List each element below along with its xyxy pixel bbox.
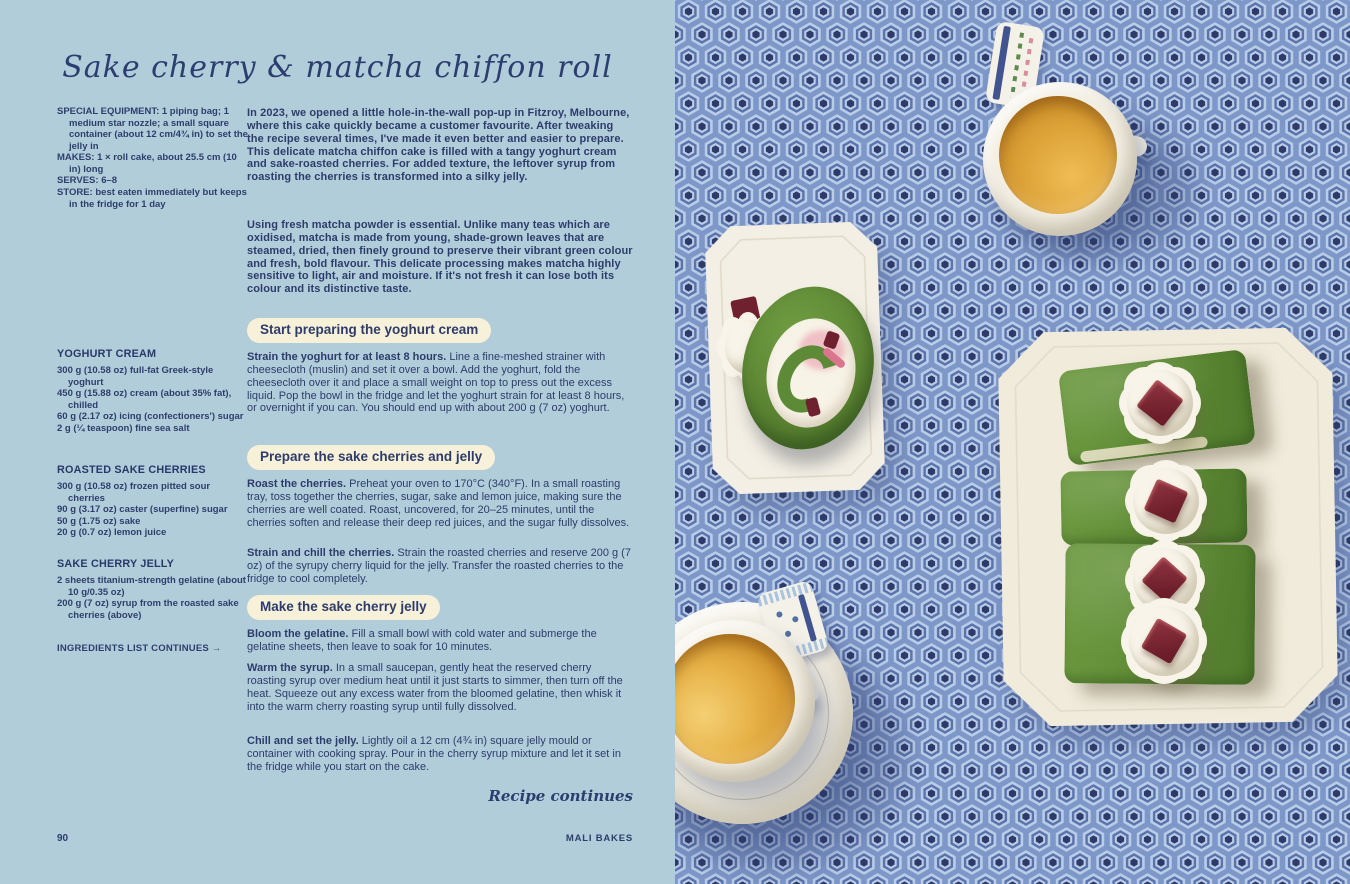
ingredient: 450 g (15.88 oz) cream (about 35% fat), chilled <box>57 388 232 411</box>
cream-dollop-4 <box>1129 606 1199 676</box>
method-step: Chill and set the jelly. Lightly oil a 12 cm (4¾ in) square jelly mould or container with cooking spray. Pour in the cherry syrup mixture and let it set in the fridge while you start on the cake. <box>247 735 621 773</box>
food-photo <box>675 0 1350 884</box>
ingredient-group-heading: YOGHURT CREAM <box>57 348 157 360</box>
step-lead: Roast the cherries. <box>247 478 347 490</box>
ingredient-group-heading: ROASTED SAKE CHERRIES <box>57 464 206 476</box>
cream-dollop-1 <box>1127 370 1193 436</box>
ingredient: 200 g (7 oz) syrup from the roasted sake cherries (above) <box>57 598 239 621</box>
meta-serves: SERVES: 6–8 <box>57 175 118 187</box>
section-heading-sake-cherries: Prepare the sake cherries and jelly <box>247 445 495 470</box>
ingredient: 300 g (10.58 oz) full-fat Greek-style yoghurt <box>57 365 214 388</box>
ingredient-group-yoghurt-cream <box>57 348 249 435</box>
intro-paragraph: Using fresh matcha powder is essential. Unlike many teas which are oxidised, matcha is made from young, shade-grown leaves that are steamed, dried, then finely ground to preserve their vibrant green colour and fresh, bold flavour. This delicate processing makes matcha highly sensitive to light, air and moisture. If it's not fresh it can lose both its colour and its distinctive taste. <box>247 219 633 296</box>
step-lead: Strain the yoghurt for at least 8 hours. <box>247 351 447 363</box>
jelly-cube-3 <box>1141 556 1188 603</box>
ingredient: 90 g (3.17 oz) caster (superfine) sugar <box>57 504 228 516</box>
meta-special-equipment: SPECIAL EQUIPMENT: 1 piping bag; 1 medium star nozzle; a small square container (about 12 cm/4¾ in) to set the jelly in <box>57 106 248 152</box>
ingredient: 2 sheets titanium-strength gelatine (about 10 g/0.35 oz) <box>57 575 246 598</box>
tea-top <box>999 96 1117 214</box>
jelly-cube-4 <box>1141 618 1187 664</box>
method-step: Strain and chill the cherries. Strain the roasted cherries and reserve 200 g (7 oz) of the syrupy cherry liquid for the jelly. Transfer the roasted cherries to the fridge to cool completely. <box>247 547 631 585</box>
step-lead: Strain and chill the cherries. <box>247 547 395 559</box>
ingredient: 2 g (¼ teaspoon) fine sea salt <box>57 423 190 435</box>
method-step: Bloom the gelatine. Fill a small bowl with cold water and submerge the gelatine sheets, then leave to soak for 10 minutes. <box>247 628 597 653</box>
tag-stripe <box>992 26 1010 100</box>
section-heading-yoghurt-cream: Start preparing the yoghurt cream <box>247 318 491 343</box>
intro-paragraph: In 2023, we opened a little hole-in-the-wall pop-up in Fitzroy, Melbourne, where this cake quickly became a customer favourite. After tweaking the recipe several times, I've made it even better and easier to prepare. This delicate matcha chiffon cake is filled with a tangy yoghurt cream and sake-roasted cherries. For added texture, the leftover syrup from roasting the cherries is transformed into a silky jelly. <box>247 107 630 184</box>
ingredient-group-sake-cherry-jelly <box>57 558 249 621</box>
jelly-cube-2 <box>1144 479 1189 524</box>
method-step: Warm the syrup. In a small saucepan, gently heat the reserved cherry roasting syrup over medium heat until it just starts to simmer, then turn off the heat. Squeeze out any excess water from the bloomed gelatine, then whisk it into the warm cherry roasting syrup until fully dissolved. <box>247 662 623 713</box>
ingredient: 300 g (10.58 oz) frozen pitted sour cherries <box>57 481 211 504</box>
step-lead: Warm the syrup. <box>247 662 333 674</box>
ingredient: 60 g (2.17 oz) icing (confectioners') sugar <box>57 411 244 423</box>
step-lead: Chill and set the jelly. <box>247 735 359 747</box>
tag-flower-dots <box>776 611 783 618</box>
recipe-meta <box>57 106 249 210</box>
section-heading-cherry-jelly: Make the sake cherry jelly <box>247 595 440 620</box>
meta-makes: MAKES: 1 × roll cake, about 25.5 cm (10 in) long <box>57 152 237 175</box>
step-lead: Bloom the gelatine. <box>247 628 349 640</box>
cream-dollop-3 <box>1133 548 1197 612</box>
method-step: Strain the yoghurt for at least 8 hours. Line a fine-meshed strainer with cheesecloth (muslin) and set it over a bowl. Add the yoghurt, fold the cheesecloth over it and place a small weight on top to press out the excess liquid. Pop the bowl in the fridge and let the yoghurt strain for at least 8 hours, or overnight if you can. You should end up with about 200 g (7 oz) yoghurt. <box>247 351 625 415</box>
ingredients-continue-note: INGREDIENTS LIST CONTINUES → <box>57 643 222 654</box>
ingredient-group-roasted-sake-cherries <box>57 464 249 539</box>
meta-store: STORE: best eaten immediately but keeps in the fridge for 1 day <box>57 187 247 210</box>
ingredient: 50 g (1.75 oz) sake <box>57 515 141 527</box>
cream-dollop-2 <box>1133 468 1199 534</box>
tag-stripe <box>798 594 817 642</box>
ingredient: 20 g (0.7 oz) lemon juice <box>57 527 167 539</box>
jelly-cube-1 <box>1136 379 1184 427</box>
page-title: Sake cherry & matcha chiffon roll <box>62 50 613 85</box>
recipe-continues-note: Recipe continues <box>488 787 633 805</box>
page-number: 90 <box>57 833 69 844</box>
running-footer: MALI BAKES <box>565 833 633 844</box>
method-step: Roast the cherries. Preheat your oven to 170°C (340°F). In a small roasting tray, toss together the cherries, sugar, sake and lemon juice, making sure the cherries are well coated. Roast, uncovered, for 20–25 minutes, until the cherries soften and release their deep red juices, and the sugar fully dissolves. <box>247 478 630 529</box>
ingredient-group-heading: SAKE CHERRY JELLY <box>57 558 174 570</box>
